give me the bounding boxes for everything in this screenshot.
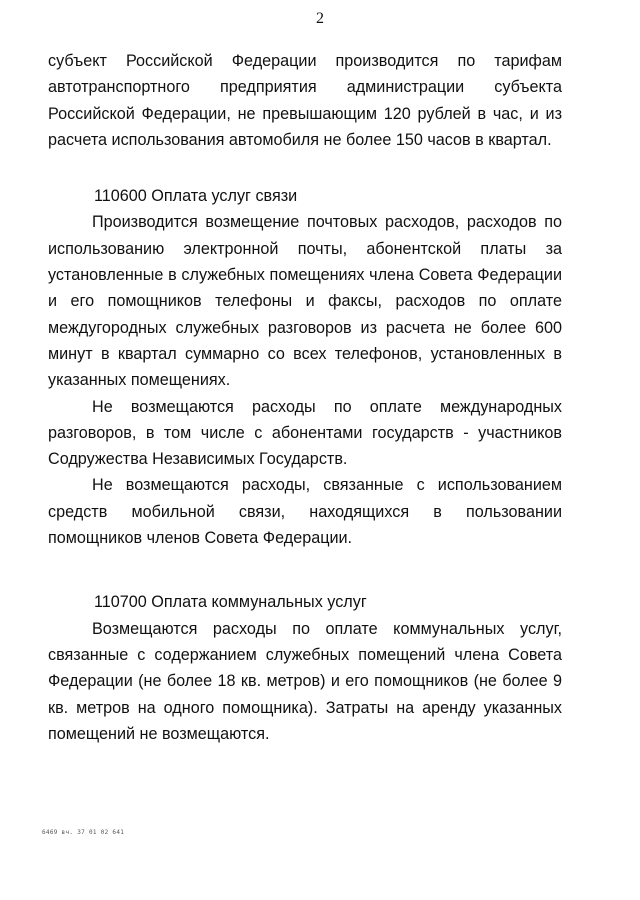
paragraph-transport-tariffs: субъект Российской Федерации производится по тарифам автотранспортного предприятия администрации субъекта Российской Федерации, не превышающим 120 рублей в час, и из расчета использования автомобиля не более 150 часов в квартал.	[48, 52, 562, 149]
page-number: 2	[316, 10, 324, 27]
paragraph-utilities-reimbursement: Возмещаются расходы по оплате коммунальных услуг, связанные с содержанием служебных помещений члена Совета Федерации (не более 18 кв. метров) и его помощников (не более 9 кв. метров на одного помощника). Затраты на аренду указанных помещений не возмещаются.	[48, 619, 562, 743]
section-title-communication: 110600 Оплата услуг связи	[94, 187, 298, 206]
paragraph-international-calls: Не возмещаются расходы по оплате международных разговоров, в том числе с абонентами государств - участников Содружества Независимых Государств.	[48, 397, 562, 469]
paragraph-mobile-communication: Не возмещаются расходы, связанные с использованием средств мобильной связи, находящихся в пользовании помощников членов Совета Федерации.	[48, 476, 562, 548]
footer-print-code: 6469 вч. 37 01 02 641	[42, 829, 125, 836]
paragraph-communication-reimbursement: Производится возмещение почтовых расходов, расходов по использованию электронной почты, абонентской платы за установленные в служебных помещениях члена Совета Федерации и его помощников телефоны и факсы, расходов по оплате междугородных служебных разговоров из расчета не более 600 минут в квартал суммарно со всех телефонов, установленных в указанных помещениях.	[48, 213, 562, 390]
document-body	[48, 48, 562, 747]
section-title-utilities: 110700 Оплата коммунальных услуг	[94, 593, 367, 612]
